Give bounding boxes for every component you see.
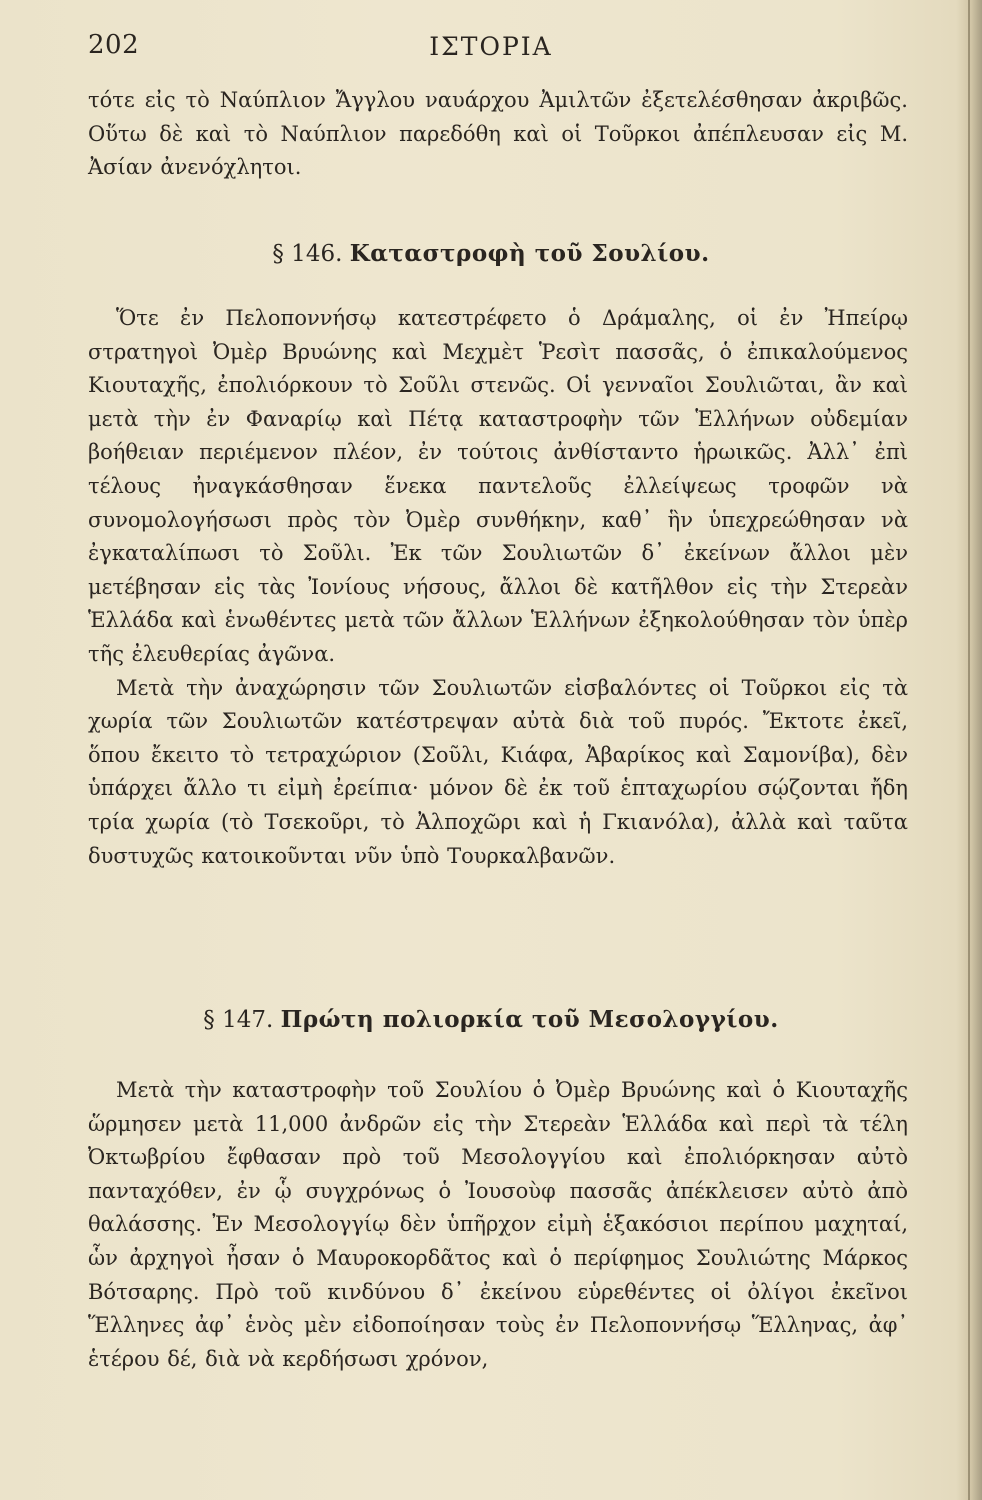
section-146-paragraph-2: Μετὰ τὴν ἀναχώρησιν τῶν Σουλιωτῶν εἰσβαλόντες οἱ Τοῦρκοι εἰς τὰ χωρία τῶν Σουλιωτῶν κατέστρεψαν αὐτὰ διὰ τοῦ πυρός. Ἔκτοτε ἐκεῖ, ὅπου ἔκειτο τὸ τετραχώριον (Σοῦλι, Κιάφα, Ἀβαρίκος καὶ Σαμονίβα), δὲν ὑπάρχει ἄλλο τι εἰμὴ ἐρείπια· μόνον δὲ ἐκ τοῦ ἑπταχωρίου σῴζονται ἤδη τρία χωρία (τὸ Τσεκοῦρι, τὸ Ἀλποχῶρι καὶ ἡ Γκιανόλα), ἀλλὰ καὶ ταῦτα δυστυχῶς κατοικοῦνται νῦν ὑπὸ Τουρκαλβανῶν. <box>88 675 908 868</box>
page-number: 202 <box>88 30 140 60</box>
intro-paragraph: τότε εἰς τὸ Ναύπλιον Ἄγγλου ναυάρχου Ἀμιλτῶν ἐξετελέσθησαν ἀκριβῶς. Οὕτω δὲ καὶ τὸ Ναύπλιον παρεδόθη καὶ οἱ Τοῦρκοι ἀπέπλευσαν εἰς Μ. Ἀσίαν ἀνενόχλητοι. <box>88 88 908 180</box>
section-146-paragraph-1: Ὅτε ἐν Πελοποννήσῳ κατεστρέφετο ὁ Δράμαλης, οἱ ἐν Ἠπείρῳ στρατηγοὶ Ὀμὲρ Βρυώνης καὶ Μεχμὲτ Ῥεσὶτ πασσᾶς, ὁ ἐπικαλούμενος Κιουταχῆς, ἐπολιόρκουν τὸ Σοῦλι στενῶς. Οἱ γενναῖοι Σουλιῶται, ἂν καὶ μετὰ τὴν ἐν Φαναρίῳ καὶ Πέτᾳ καταστροφὴν τῶν Ἑλλήνων οὐδεμίαν βοήθειαν περιέμενον πλέον, ἐν τούτοις ἀνθίσταντο ἡρωικῶς. Ἀλλ᾽ ἐπὶ τέλους ἠναγκάσθησαν ἕνεκα παντελοῦς ἐλλείψεως τροφῶν νὰ συνομολογήσωσι πρὸς τὸν Ὀμὲρ συνθήκην, καθ᾽ ἣν ὑπεχρεώθησαν νὰ ἐγκαταλίπωσι τὸ Σοῦλι. Ἐκ τῶν Σουλιωτῶν δ᾽ ἐκείνων ἄλλοι μὲν μετέβησαν εἰς τὰς Ἰονίους νήσους, ἄλλοι δὲ κατῆλθον εἰς τὴν Στερεὰν Ἑλλάδα καὶ ἑνωθέντες μετὰ τῶν ἄλλων Ἑλλήνων ἐξηκολούθησαν τὸν ὑπὲρ τῆς ἐλευθερίας ἀγῶνα. <box>88 306 908 666</box>
page-edge-line <box>968 0 970 1500</box>
section-147-title: Πρώτη πολιορκία τοῦ Μεσολογγίου. <box>280 1006 779 1033</box>
section-146-body <box>88 302 908 873</box>
section-147-paragraph-1: Μετὰ τὴν καταστροφὴν τοῦ Σουλίου ὁ Ὀμὲρ Βρυώνης καὶ ὁ Κιουταχῆς ὥρμησεν μετὰ 11,000 ἀνδρῶν εἰς τὴν Στερεὰν Ἑλλάδα καὶ περὶ τὰ τέλη Ὀκτωβρίου ἔφθασαν πρὸ τοῦ Μεσολογγίου καὶ ἐπολιόρκησαν αὐτὸ πανταχόθεν, ἐν ᾧ συγχρόνως ὁ Ἰουσοὺφ πασσᾶς ἀπέκλεισεν αὐτὸ ἀπὸ θαλάσσης. Ἐν Μεσολογγίῳ δὲν ὑπῆρχον εἰμὴ ἑξακόσιοι περίπου μαχηταί, ὧν ἀρχηγοὶ ἦσαν ὁ Μαυροκορδᾶτος καὶ ὁ περίφημος Σουλιώτης Μάρκος Βότσαρης. Πρὸ τοῦ κινδύνου δ᾽ ἐκείνου εὑρεθέντες οἱ ὀλίγοι ἐκεῖνοι Ἕλληνες ἀφ᾽ ἑνὸς μὲν εἰδοποίησαν τοὺς ἐν Πελοποννήσῳ Ἕλληνας, ἀφ᾽ ἑτέρου δέ, διὰ νὰ κερδήσωσι χρόνον, <box>88 1078 908 1371</box>
section-146-number: § 146. <box>272 241 343 267</box>
section-147-heading <box>0 1006 982 1033</box>
section-147-number: § 147. <box>203 1007 274 1033</box>
running-title: ΙΣΤΟΡΙΑ <box>429 32 553 61</box>
section-146-title: Καταστροφὴ τοῦ Σουλίου. <box>349 240 710 267</box>
section-147-body <box>88 1074 908 1376</box>
intro-text <box>88 84 908 185</box>
section-146-heading <box>0 240 982 267</box>
